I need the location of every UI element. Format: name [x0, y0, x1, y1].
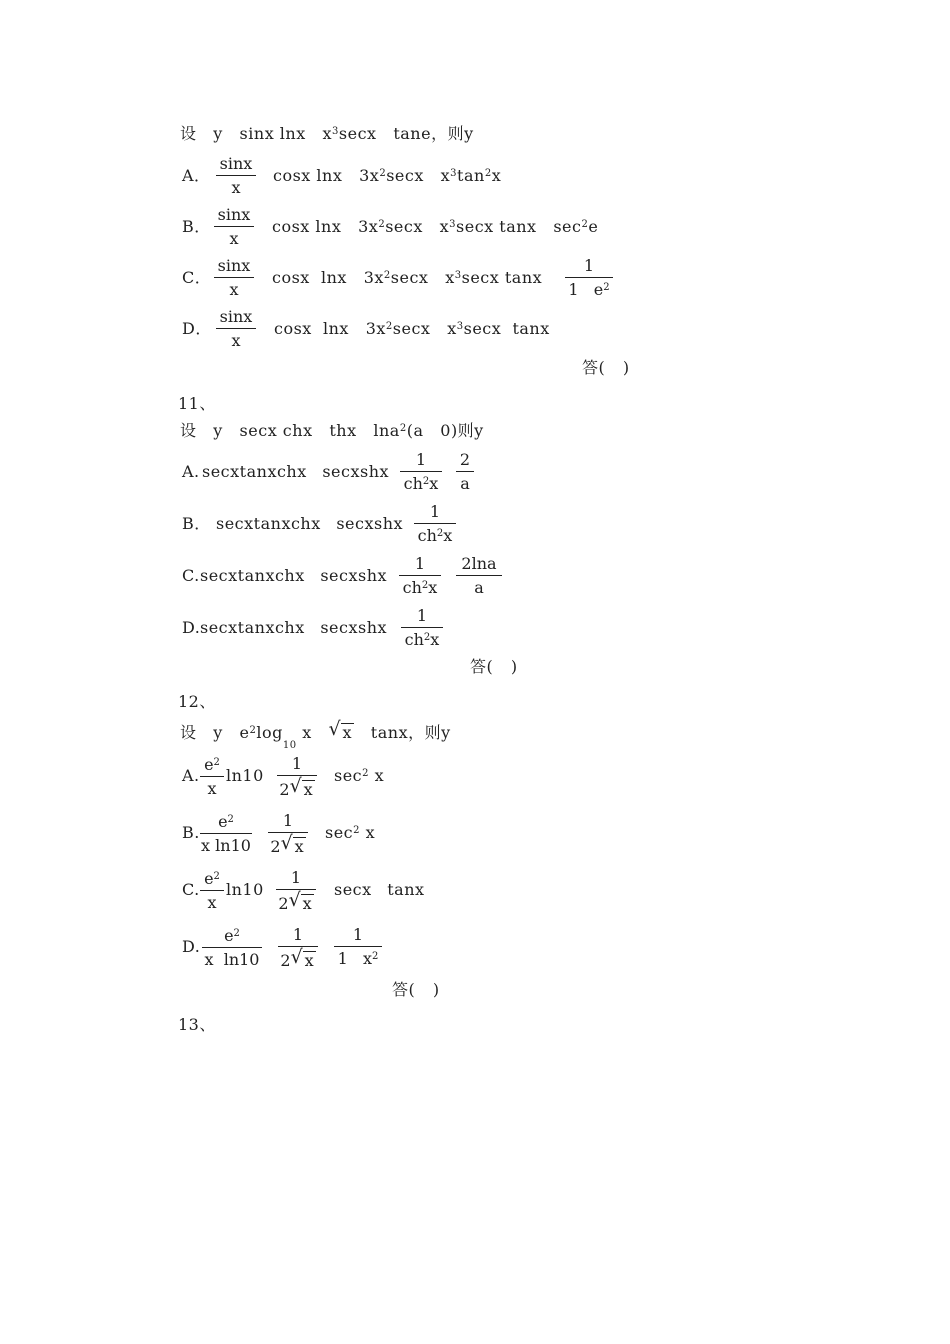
- q12-option-b-rest: $\sec^2 x$: [325, 823, 376, 842]
- denominator: x: [231, 331, 241, 350]
- q12-option-c-mid: ln10: [226, 880, 264, 899]
- q10-option-d-rest: cosx lnx $3x^2\sec x$ $x^3\sec x$ tanx: [274, 319, 550, 338]
- denominator: 2 √ x: [280, 946, 314, 970]
- q11-answer-blank: 答( ): [470, 657, 518, 676]
- denominator: $ch^2x$: [404, 630, 440, 649]
- q12-option-a-rest: $\sec^2 x$: [334, 766, 385, 785]
- q11-option-c-fraction-1: [399, 556, 441, 596]
- denominator: 2 √ x: [270, 832, 304, 856]
- denominator: x: [229, 229, 239, 248]
- q12-stem: 设 y $e^2\log_{10}$ x √ x tanx，则y: [180, 718, 451, 751]
- q12-option-d-label: D.: [182, 937, 201, 956]
- q11-option-a-rest: secxtanxchx secxshx: [202, 462, 390, 481]
- q12-option-b-label: B.: [182, 823, 200, 842]
- q10-option-d-label: D．: [182, 319, 212, 338]
- numerator: 1: [291, 754, 303, 773]
- denominator: 1 $x^2$: [337, 949, 379, 968]
- denominator: a: [460, 474, 470, 493]
- q12-option-a-mid: ln10: [226, 766, 264, 785]
- denominator: x ln10: [201, 836, 251, 855]
- denominator: x: [229, 280, 239, 299]
- q12-option-a-label: A.: [182, 766, 200, 785]
- q10-option-d-fraction: [216, 309, 256, 349]
- q11-option-d-rest: secxtanxchx secxshx: [200, 618, 388, 637]
- numerator: 1: [415, 450, 427, 469]
- q12-option-c-fraction-2: [276, 870, 316, 912]
- numerator: sinx: [219, 154, 253, 173]
- q10-answer-blank: 答( ): [582, 358, 630, 377]
- numerator: 1: [292, 925, 304, 944]
- q10-stem: 设 y sinx lnx $x^3\sec x$ tane，则y: [180, 124, 474, 143]
- q12-option-c-rest: secx tanx: [334, 880, 425, 899]
- q10-option-c-fraction: [214, 258, 254, 298]
- numerator: sinx: [219, 307, 253, 326]
- q11-option-a-fraction-1: [400, 452, 442, 492]
- q10-option-a-label: A．: [182, 166, 211, 185]
- q11-option-a-fraction-2: [456, 452, 474, 492]
- denominator: 2 √ x: [278, 889, 312, 913]
- q10-option-c-fraction-2: [565, 258, 613, 298]
- q10-option-b-rest: cosx lnx $3x^2\sec x$ $x^3\sec x$ tanx $\sec^2e$: [272, 217, 599, 236]
- denominator: $ch^2x$: [402, 578, 438, 597]
- denominator: $ch^2x$: [403, 474, 439, 493]
- numerator: 1: [352, 925, 364, 944]
- q10-option-c-label: C．: [182, 268, 212, 287]
- numerator: $e^2$: [204, 755, 220, 774]
- numerator: 1: [583, 256, 595, 275]
- q11-option-d-fraction-1: [401, 608, 443, 648]
- numerator: $e^2$: [218, 812, 234, 831]
- q11-option-c-rest: secxtanxchx secxshx: [200, 566, 388, 585]
- q12-option-a-fraction-2: [277, 756, 317, 798]
- numerator: 1: [416, 606, 428, 625]
- q12-option-c-label: C.: [182, 880, 200, 899]
- numerator: 2lna: [461, 554, 497, 573]
- denominator: x: [207, 893, 217, 912]
- numerator: $e^2$: [204, 869, 220, 888]
- q10-option-a-fraction: [216, 156, 256, 196]
- numerator: sinx: [217, 256, 251, 275]
- q11-option-b-label: B．: [182, 514, 211, 533]
- denominator: x: [231, 178, 241, 197]
- numerator: $e^2$: [224, 926, 240, 945]
- q12-answer-blank: 答( ): [392, 980, 440, 999]
- q12-option-c-fraction-1: [200, 871, 224, 911]
- q12-option-b-fraction-1: [200, 814, 252, 854]
- denominator: 2 √ x: [279, 775, 313, 799]
- q11-option-c-fraction-2: [456, 556, 502, 596]
- q11-option-b-fraction-1: [414, 504, 456, 544]
- numerator: 1: [429, 502, 441, 521]
- denominator: 1 $e^2$: [568, 280, 610, 299]
- q10-option-c-rest: cosx lnx $3x^2\sec x$ $x^3\sec x$ tanx: [272, 268, 543, 287]
- denominator: x ln10: [204, 950, 260, 969]
- q11-option-a-label: A.: [182, 462, 200, 481]
- numerator: 1: [282, 811, 294, 830]
- q10-option-b-label: B．: [182, 217, 211, 236]
- denominator: $ch^2x$: [417, 526, 453, 545]
- q10-option-b-fraction: [214, 207, 254, 247]
- q11-option-c-label: C.: [182, 566, 200, 585]
- q12-option-a-fraction-1: [200, 757, 224, 797]
- numerator: 2: [459, 450, 471, 469]
- q12-option-b-fraction-2: [268, 813, 308, 855]
- q12-number: 12、: [178, 692, 216, 711]
- numerator: 1: [414, 554, 426, 573]
- q12-option-d-fraction-1: [202, 928, 262, 968]
- q11-option-d-label: D.: [182, 618, 201, 637]
- q11-stem: 设 y secx chx thx lna$^2$(a 0)则y: [180, 421, 484, 440]
- q11-number: 11、: [178, 394, 216, 413]
- denominator: a: [474, 578, 484, 597]
- denominator: x: [207, 779, 217, 798]
- q12-option-d-fraction-2: [278, 927, 318, 969]
- q10-option-a-rest: cosx lnx $3x^2\sec x$ $x^3\tan^2x$: [273, 166, 502, 185]
- q11-option-b-rest: secxtanxchx secxshx: [216, 514, 404, 533]
- q12-option-d-fraction-3: [334, 927, 382, 967]
- numerator: 1: [290, 868, 302, 887]
- numerator: sinx: [217, 205, 251, 224]
- q13-number: 13、: [178, 1015, 216, 1034]
